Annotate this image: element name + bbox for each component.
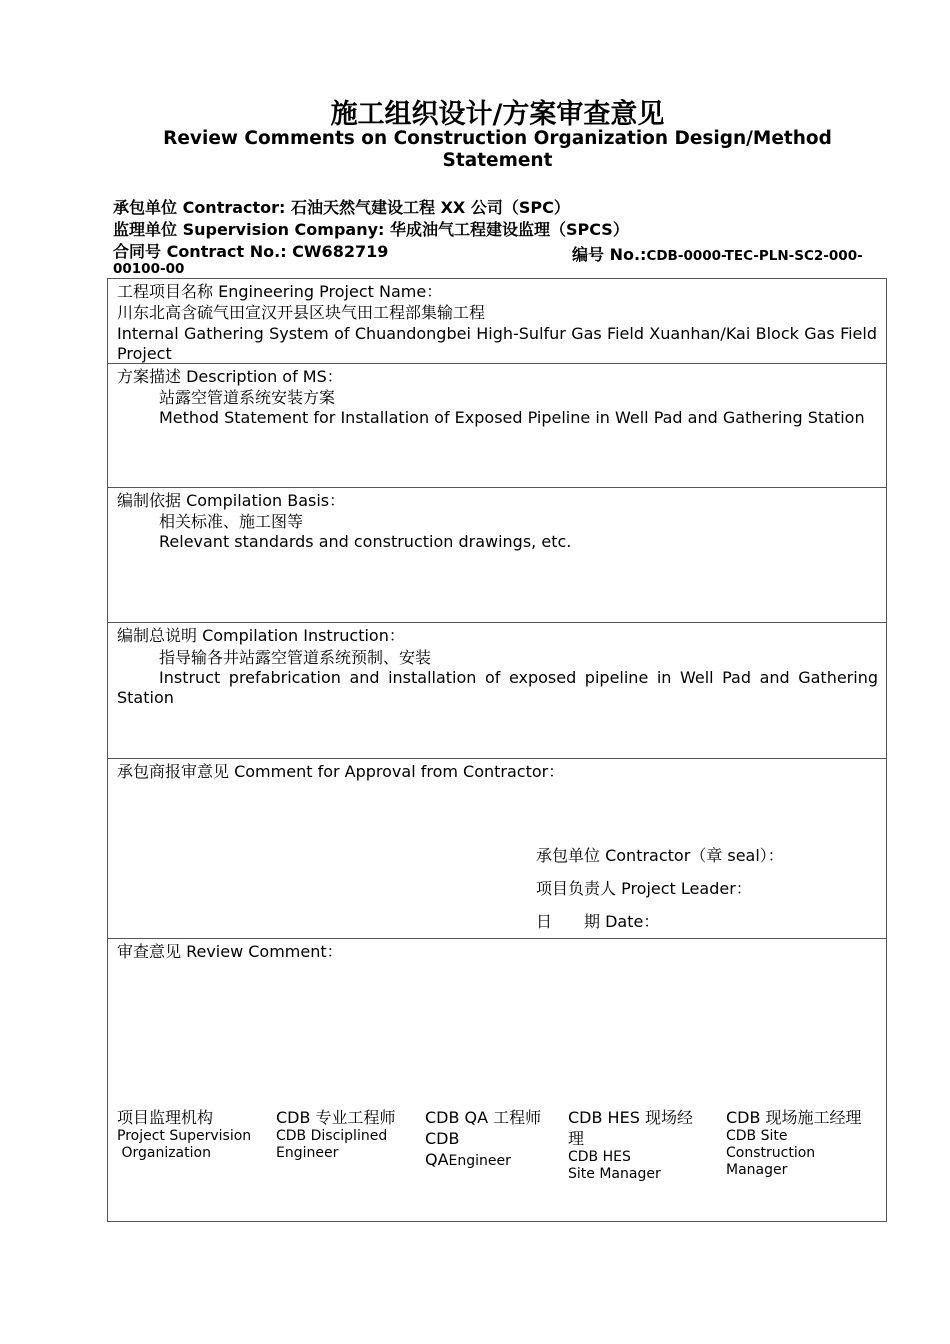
basis-label: 编制依据 Compilation Basis：	[117, 491, 346, 510]
document-number-value: CDB-0000-TEC-PLN-SC2-000-	[646, 248, 863, 264]
signatory-supervision	[117, 1107, 251, 1162]
instruction-label: 编制总说明 Compilation Instruction：	[117, 626, 405, 645]
contractor-seal-label: 承包单位 Contractor（章 seal）：	[536, 846, 784, 865]
instruction-row	[108, 623, 886, 759]
signatory-hes-manager-en: CDB HES Site Manager	[568, 1149, 661, 1182]
document-number	[572, 242, 863, 265]
document-title-en: Review Comments on Construction Organization Design/Method Statement	[163, 128, 832, 171]
basis-row	[108, 488, 886, 623]
signatory-qa-engineer-cn: CDB QA 工程师 CDB QA	[425, 1108, 542, 1169]
description-en: Method Statement for Installation of Exposed Pipeline in Well Pad and Gathering Station	[159, 408, 865, 427]
document-number-label: 编号 No.:	[572, 245, 647, 264]
project-name-label: 工程项目名称 Engineering Project Name：	[117, 282, 443, 301]
signatory-supervision-en: Project Supervision Organization	[117, 1128, 252, 1161]
basis-cn: 相关标准、施工图等	[159, 512, 304, 531]
contract-no-line: 合同号 Contract No.: CW682719	[113, 242, 389, 261]
signatory-qa-engineer-en: Engineer	[448, 1153, 511, 1169]
contractor-comment-row	[108, 759, 886, 939]
signatory-discipline-engineer-cn: CDB 专业工程师	[276, 1108, 396, 1127]
date-label: 日 期 Date：	[536, 912, 660, 931]
project-name-row	[108, 279, 886, 364]
document-title-cn: 施工组织设计/方案审查意见	[330, 99, 665, 130]
review-comment-label: 审查意见 Review Comment：	[117, 942, 343, 961]
project-name-en: Internal Gathering System of Chuandongbei High-Sulfur Gas Field Xuanhan/Kai Block Gas Field Project	[117, 324, 877, 363]
signatory-qa-engineer	[425, 1107, 541, 1170]
review-comment-row	[108, 939, 886, 1221]
instruction-en: Instruct prefabrication and installation of exposed pipeline in Well Pad and Gathering Station	[117, 668, 878, 707]
signatory-discipline-engineer	[276, 1107, 396, 1162]
document-number-continued: 00100-00	[113, 261, 185, 277]
project-leader-label: 项目负责人 Project Leader：	[536, 879, 752, 898]
description-label: 方案描述 Description of MS：	[117, 367, 343, 386]
signatory-construction-manager-cn: CDB 现场施工经理	[726, 1108, 862, 1127]
description-row	[108, 364, 886, 488]
signatory-hes-manager-cn: CDB HES 现场经 理	[568, 1108, 693, 1148]
signatory-construction-manager	[726, 1107, 862, 1179]
project-name-cn: 川东北高含硫气田宣汉开县区块气田工程部集输工程	[117, 303, 486, 322]
contractor-comment-label: 承包商报审意见 Comment for Approval from Contractor：	[117, 762, 565, 781]
basis-en: Relevant standards and construction drawings, etc.	[159, 532, 572, 551]
contractor-line: 承包单位 Contractor: 石油天然气建设工程 XX 公司（SPC）	[113, 198, 570, 217]
description-cn: 站露空管道系统安装方案	[159, 388, 336, 407]
signatory-discipline-engineer-en: CDB Disciplined Engineer	[276, 1128, 388, 1161]
signatory-supervision-cn: 项目监理机构	[117, 1108, 214, 1127]
signatory-hes-manager	[568, 1107, 693, 1183]
supervision-line: 监理单位 Supervision Company: 华成油气工程建设监理（SPCS）	[113, 220, 629, 239]
instruction-cn: 指导输各井站露空管道系统预制、安装	[159, 648, 432, 667]
review-form-table	[107, 278, 887, 1222]
signatory-construction-manager-en: CDB Site Construction Manager	[726, 1128, 816, 1178]
